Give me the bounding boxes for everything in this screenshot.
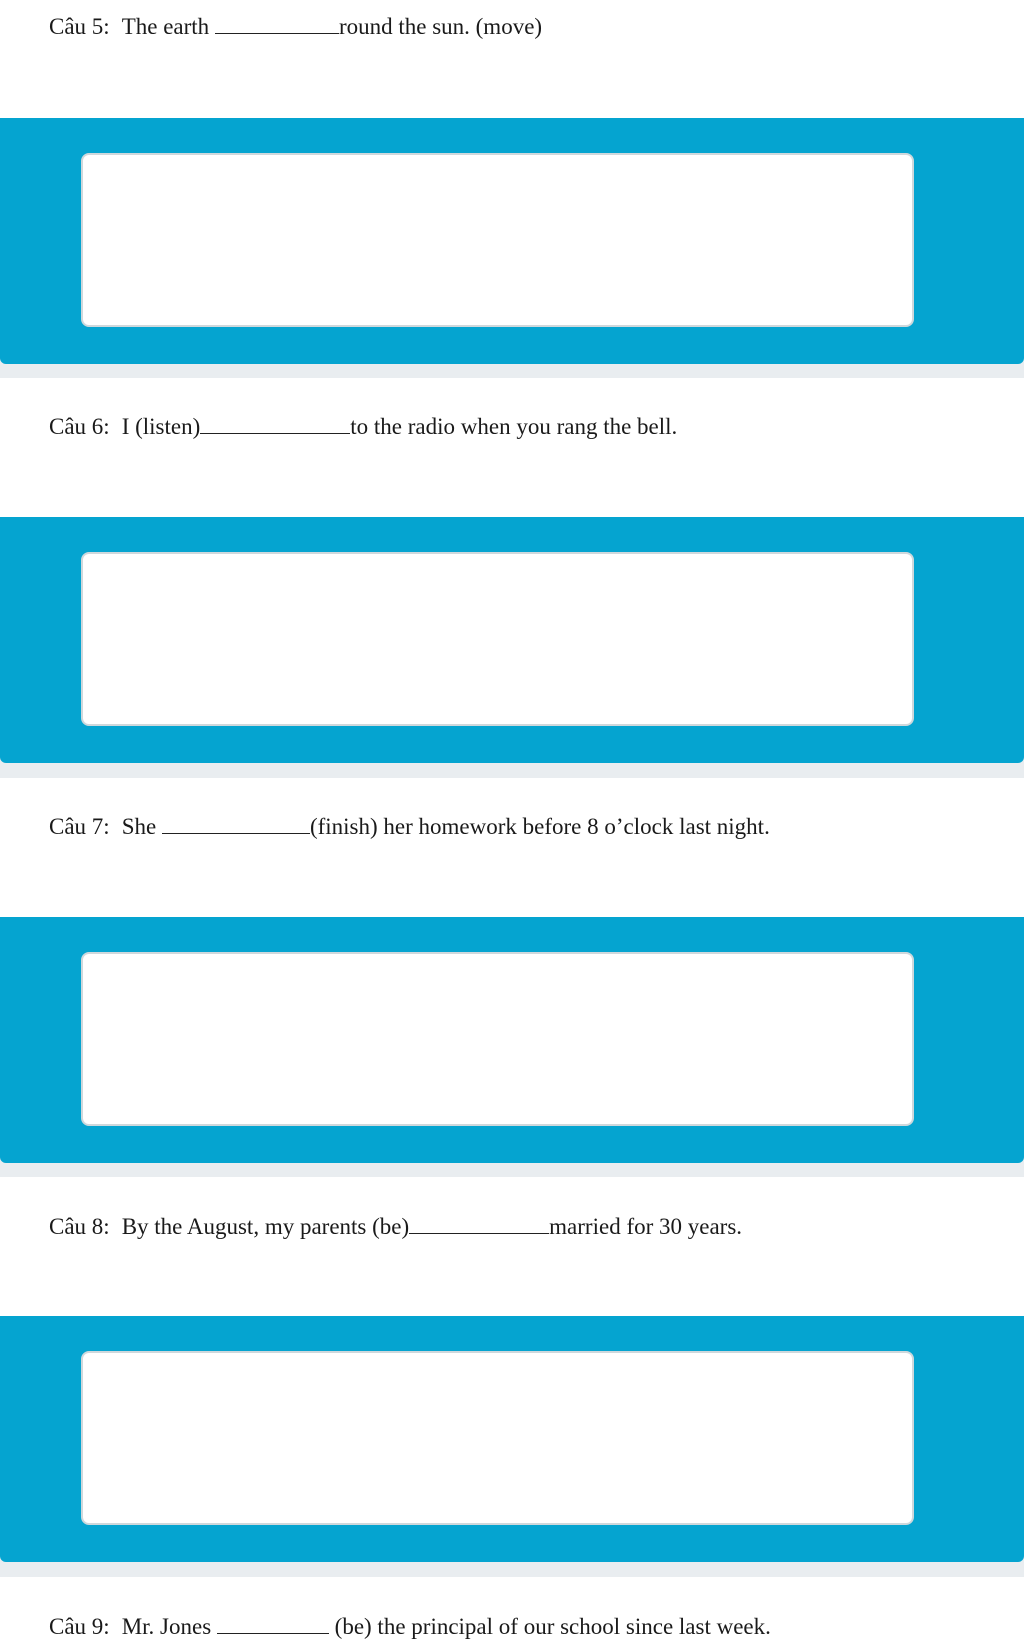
question-after-blank: round the sun. (move) [338,14,543,39]
question-card-6 [0,378,1024,517]
question-number: Câu 5: [49,14,110,39]
question-after-blank: (be) the principal of our school since last week. [334,1614,771,1639]
question-text-5 [49,11,542,41]
answer-panel-5 [0,118,1024,364]
question-card-7 [0,778,1024,917]
answer-panel-6 [0,517,1024,763]
fill-blank [200,411,350,434]
fill-blank [215,11,339,34]
answer-input-5[interactable] [81,153,914,327]
question-card-8 [0,1177,1024,1316]
question-card-5 [0,0,1024,118]
question-before-blank: By the August, my parents (be) [121,1214,410,1239]
question-before-blank: She [121,814,157,839]
answer-input-8[interactable] [81,1351,914,1525]
answer-panel-7 [0,917,1024,1163]
answer-input-7[interactable] [81,952,914,1126]
question-before-blank: Mr. Jones [121,1614,212,1639]
question-text-7 [49,811,770,841]
fill-blank [217,1611,329,1634]
fill-blank [162,811,310,834]
question-after-blank: married for 30 years. [549,1214,743,1239]
question-number: Câu 7: [49,814,110,839]
question-after-blank: to the radio when you rang the bell. [350,414,678,439]
question-text-8 [49,1211,742,1241]
question-text-6 [49,411,677,441]
question-before-blank: The earth [121,14,210,39]
fill-blank [409,1211,549,1234]
question-number: Câu 9: [49,1614,110,1639]
answer-input-6[interactable] [81,552,914,726]
answer-panel-8 [0,1316,1024,1562]
question-before-blank: I (listen) [121,414,201,439]
question-after-blank: (finish) her homework before 8 o’clock last night. [309,814,770,839]
question-number: Câu 6: [49,414,110,439]
question-number: Câu 8: [49,1214,110,1239]
question-card-9 [0,1577,1024,1648]
question-text-9 [49,1611,771,1641]
